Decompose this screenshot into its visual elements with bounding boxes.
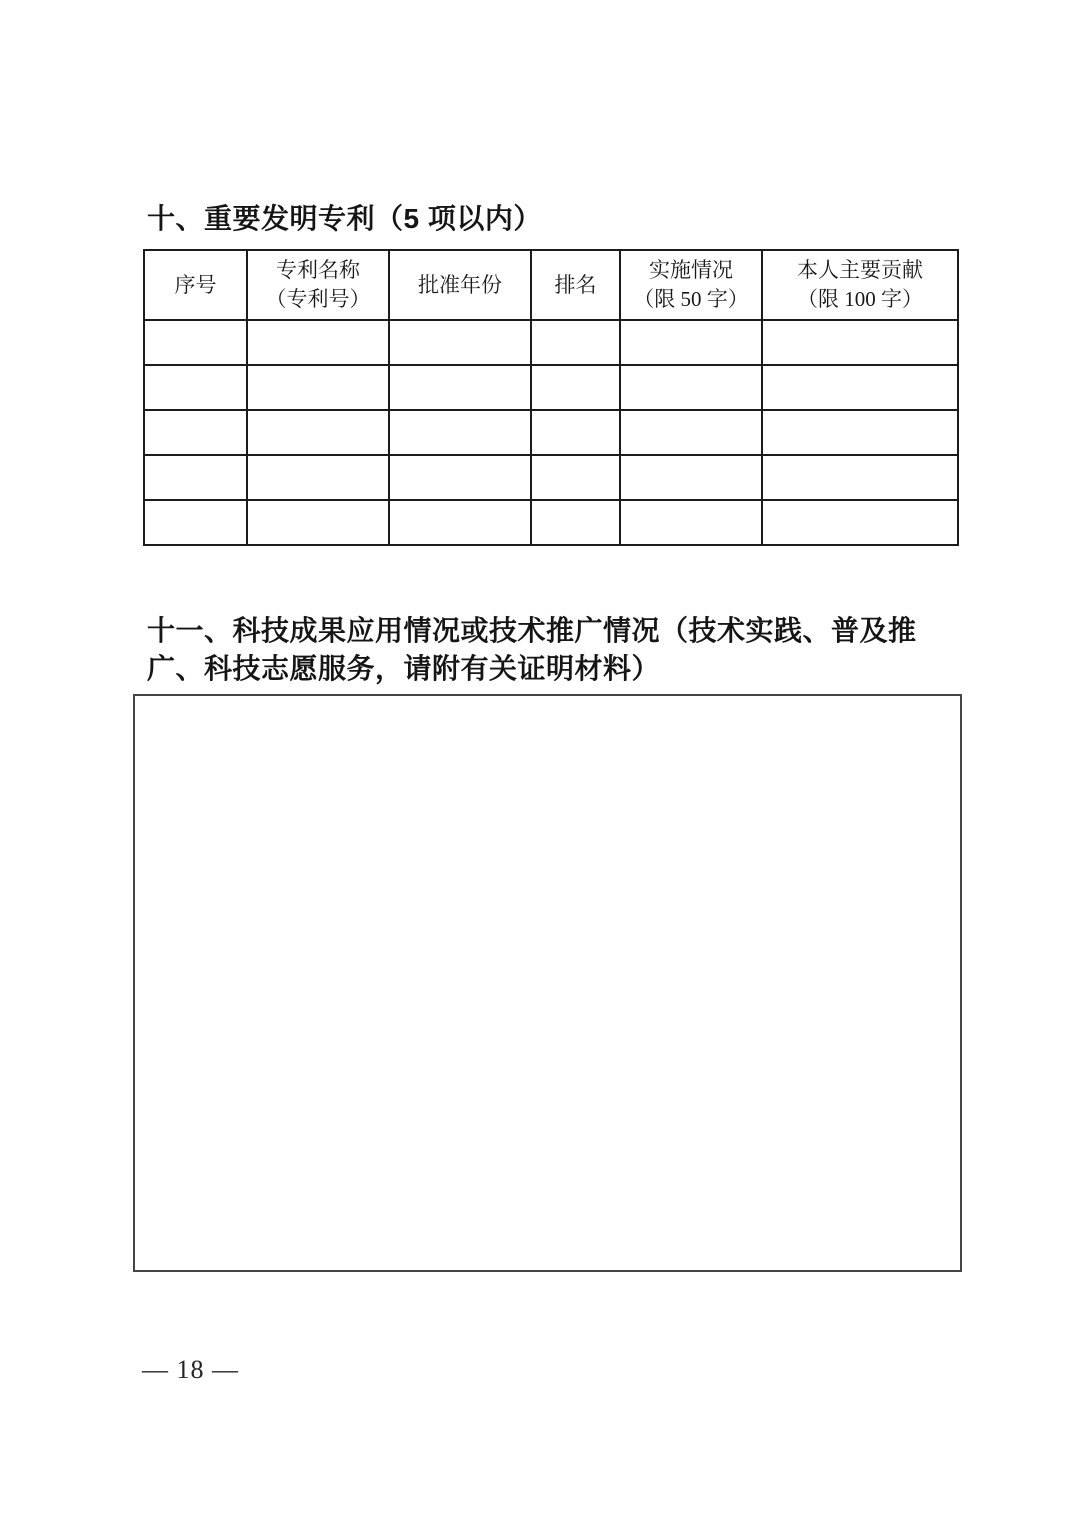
patents-table-cell	[144, 455, 247, 500]
patents-table-cell	[531, 455, 620, 500]
patents-table-cell	[762, 365, 958, 410]
patents-table-cell	[620, 410, 762, 455]
patents-table-cell	[620, 455, 762, 500]
patents-table-cell	[247, 320, 389, 365]
patents-table-cell	[389, 500, 531, 545]
patents-table-cell	[144, 410, 247, 455]
patents-header-name	[247, 250, 389, 320]
header-label: 批准年份	[418, 272, 502, 297]
patents-table-cell	[531, 365, 620, 410]
patents-table-cell	[389, 455, 531, 500]
header-label: 序号	[174, 272, 217, 297]
patents-table-row	[144, 455, 958, 500]
patents-table-cell	[762, 455, 958, 500]
header-label: （限 100 字）	[797, 287, 923, 311]
patents-table-cell	[531, 500, 620, 545]
patents-table-row	[144, 500, 958, 545]
patents-table-cell	[762, 500, 958, 545]
header-label: （限 50 字）	[633, 287, 749, 311]
section-10-heading: 十、重要发明专利（5 项以内）	[147, 203, 542, 234]
patents-table-cell	[247, 500, 389, 545]
patents-header-seq	[144, 250, 247, 320]
application-details-box	[133, 694, 962, 1272]
page-number: — 18 —	[142, 1355, 239, 1384]
patents-table-row	[144, 320, 958, 365]
patents-table-cell	[144, 365, 247, 410]
patents-table-body	[144, 320, 958, 545]
patents-header-year	[389, 250, 531, 320]
header-label: 实施情况	[649, 258, 733, 282]
patents-table-cell	[389, 410, 531, 455]
patents-header-rank	[531, 250, 620, 320]
patents-table-cell	[531, 320, 620, 365]
patents-table-cell	[389, 320, 531, 365]
patents-table-row	[144, 410, 958, 455]
section-11-heading: 十一、科技成果应用情况或技术推广情况（技术实践、普及推广、科技志愿服务，请附有关证明材料）	[147, 615, 917, 684]
patents-table-header-row	[144, 250, 958, 320]
header-label: 排名	[554, 272, 597, 297]
patents-table-cell	[531, 410, 620, 455]
patents-table-cell	[247, 455, 389, 500]
header-label: （专利号）	[265, 287, 371, 311]
patents-table-row	[144, 365, 958, 410]
patents-table-cell	[762, 320, 958, 365]
patents-table-cell	[389, 365, 531, 410]
patents-header-contribution	[762, 250, 958, 320]
patents-table-cell	[144, 500, 247, 545]
patents-table-cell	[620, 365, 762, 410]
header-label: 专利名称	[276, 258, 360, 282]
header-label: 本人主要贡献	[797, 258, 923, 282]
patents-table-cell	[762, 410, 958, 455]
patents-table-cell	[620, 500, 762, 545]
patents-table-cell	[144, 320, 247, 365]
patents-table-cell	[247, 410, 389, 455]
patents-table-cell	[247, 365, 389, 410]
patents-header-implementation	[620, 250, 762, 320]
patents-table	[143, 249, 959, 546]
patents-table-cell	[620, 320, 762, 365]
